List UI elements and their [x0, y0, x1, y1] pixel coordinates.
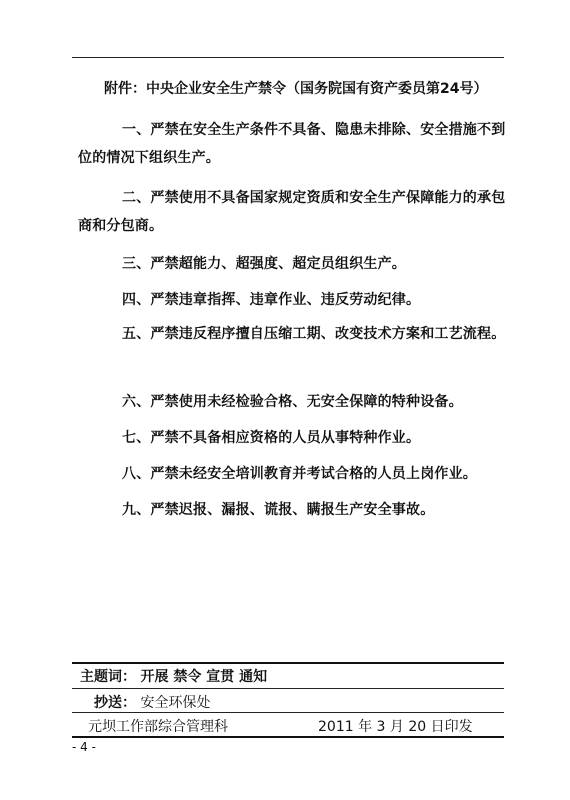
- item-4: 四、严禁违章指挥、违章作业、违反劳动纪律。: [122, 292, 421, 308]
- cc-value: 安全环保处: [140, 695, 211, 711]
- item-6: 六、严禁使用未经检验合格、无安全保障的特种设备。: [122, 394, 463, 410]
- cc-label: 抄送：: [94, 695, 136, 711]
- item-7: 七、严禁不具备相应资格的人员从事特种作业。: [122, 430, 421, 446]
- cc-line: [94, 692, 210, 712]
- issuer: 元坝工作部综合管理科: [88, 719, 228, 735]
- issue-date: 2011 年 3 月 20 日印发: [318, 719, 473, 735]
- item-3: 三、严禁超能力、超强度、超定员组织生产。: [122, 256, 406, 272]
- footer-rule-1: [72, 688, 504, 689]
- keywords-label: 主题词：: [80, 669, 136, 685]
- top-rule: [72, 57, 504, 58]
- footer-rule-2: [72, 712, 504, 713]
- keywords-line: [80, 666, 267, 686]
- keywords-value: 开展 禁令 宣贯 通知: [140, 669, 268, 685]
- attachment-title: 附件：中央企业安全生产禁令（国务院国有资产委员第24号）: [104, 81, 488, 97]
- item-2: 二、严禁使用不具备国家规定资质和安全生产保障能力的承包商和分包商。: [78, 190, 506, 234]
- item-1: 一、严禁在安全生产条件不具备、隐患未排除、安全措施不到位的情况下组织生产。: [78, 122, 506, 166]
- footer-rule-top: [72, 662, 504, 664]
- item-8: 八、严禁未经安全培训教育并考试合格的人员上岗作业。: [122, 466, 477, 482]
- page-number: - 4 -: [72, 740, 96, 754]
- footer-rule-bottom: [72, 736, 504, 738]
- item-5: 五、严禁违反程序擅自压缩工期、改变技术方案和工艺流程。: [122, 326, 506, 342]
- item-9: 九、严禁迟报、漏报、谎报、瞒报生产安全事故。: [122, 502, 435, 518]
